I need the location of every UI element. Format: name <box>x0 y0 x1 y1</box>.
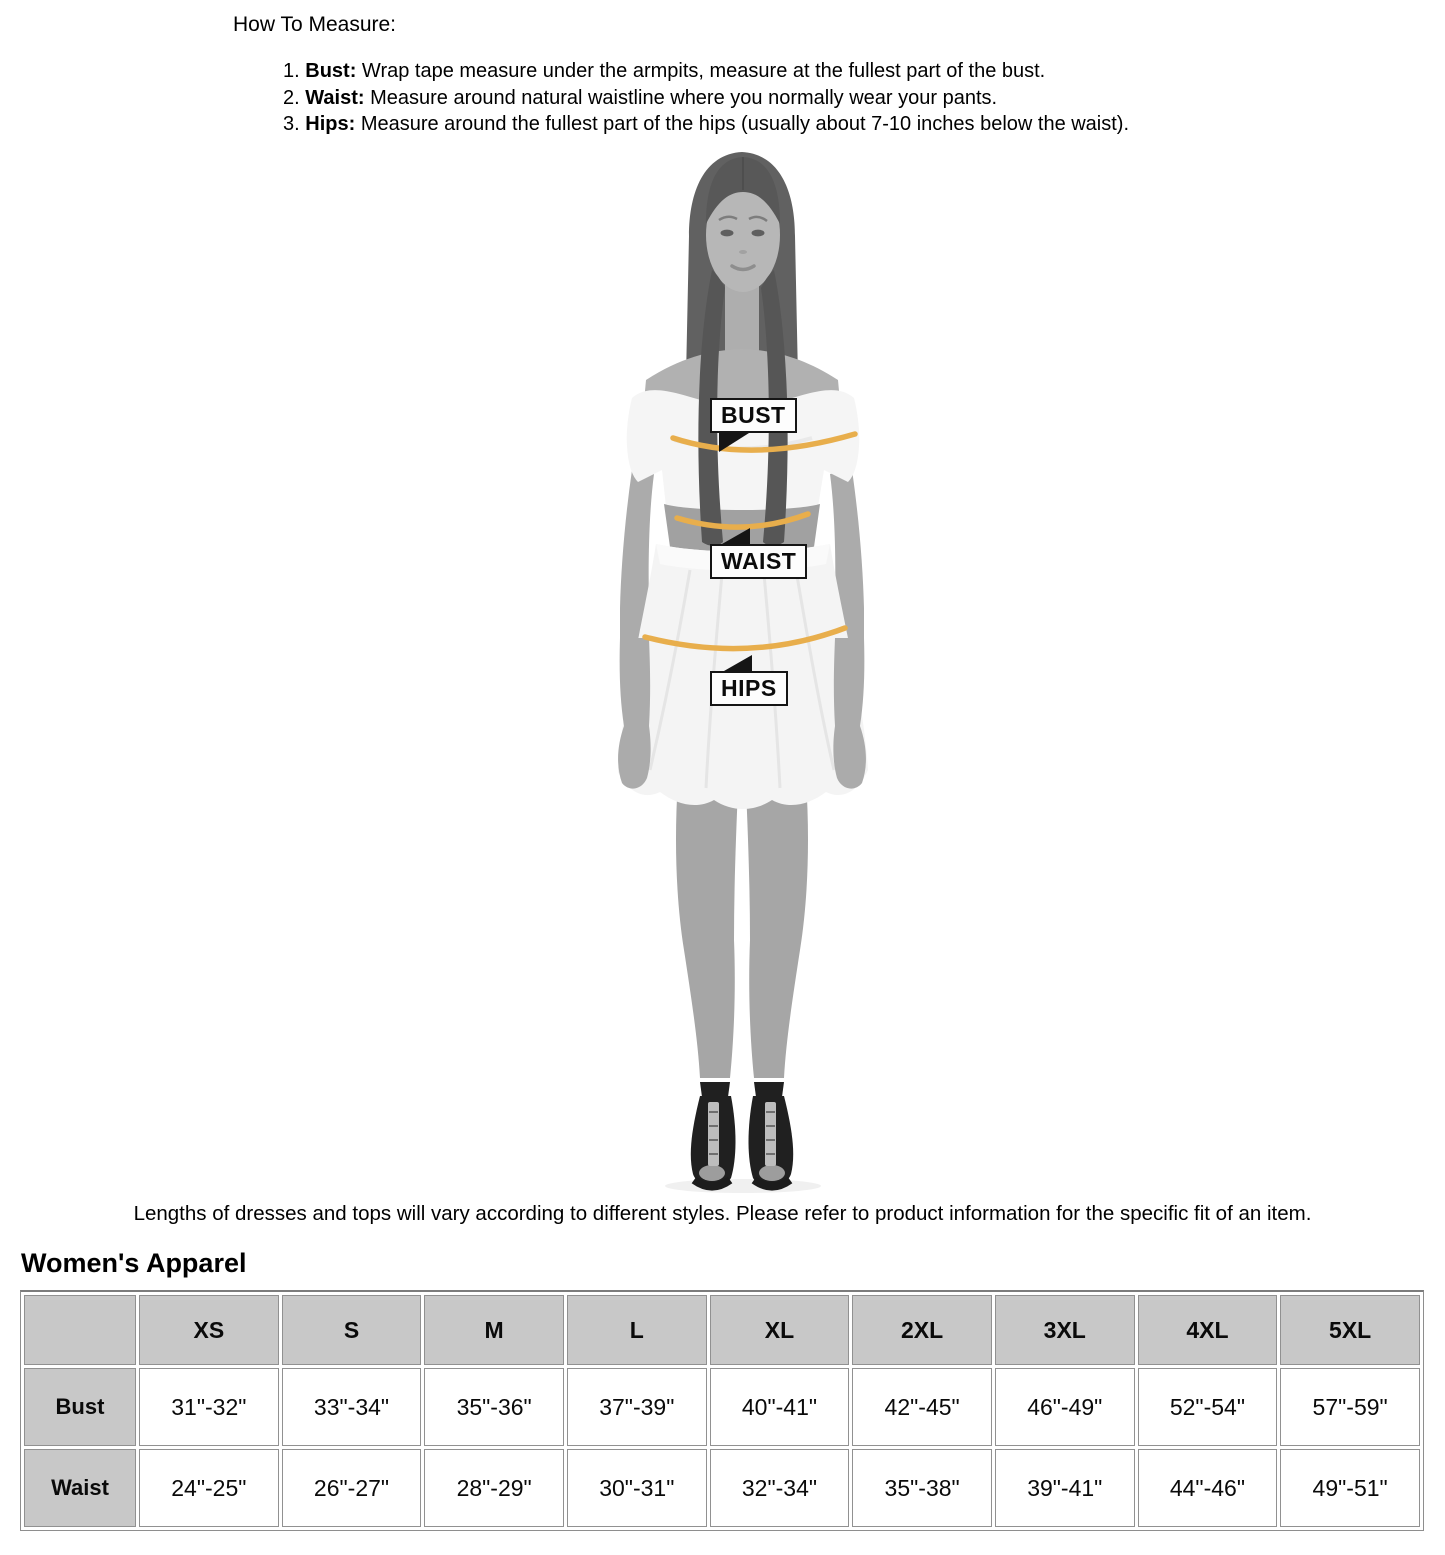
size-column-header: S <box>282 1295 422 1365</box>
instruction-number: 2. <box>283 86 300 109</box>
measurement-model-figure <box>562 140 922 1200</box>
size-cell: 52"-54" <box>1138 1368 1278 1446</box>
instruction-text: Measure around natural waistline where you normally wear your pants. <box>370 86 998 109</box>
corner-cell <box>24 1295 136 1365</box>
size-column-header: 4XL <box>1138 1295 1278 1365</box>
size-column-header: M <box>424 1295 564 1365</box>
size-cell: 44"-46" <box>1138 1449 1278 1527</box>
size-cell: 33"-34" <box>282 1368 422 1446</box>
measure-instructions-list <box>283 58 1129 138</box>
instruction-hips <box>283 111 1129 138</box>
row-header-bust: Bust <box>24 1368 136 1446</box>
size-cell: 37"-39" <box>567 1368 707 1446</box>
bust-row <box>24 1368 1420 1446</box>
size-cell: 26"-27" <box>282 1449 422 1527</box>
instruction-number: 3. <box>283 113 300 135</box>
size-cell: 31"-32" <box>139 1368 279 1446</box>
size-cell: 28"-29" <box>424 1449 564 1527</box>
waist-label: WAIST <box>710 544 807 579</box>
hips-label-pointer <box>724 655 752 671</box>
size-column-header: 5XL <box>1280 1295 1420 1365</box>
bust-label-pointer <box>719 433 749 452</box>
size-header-row <box>24 1295 1420 1365</box>
size-cell: 35"-36" <box>424 1368 564 1446</box>
instruction-term: Hips: <box>305 113 356 135</box>
size-column-header: 3XL <box>995 1295 1135 1365</box>
instruction-number: 1. <box>283 60 300 82</box>
size-column-header: L <box>567 1295 707 1365</box>
size-cell: 57"-59" <box>1280 1368 1420 1446</box>
instruction-bust <box>283 58 1129 85</box>
row-header-waist: Waist <box>24 1449 136 1527</box>
instruction-term: Bust: <box>305 60 357 82</box>
size-cell: 46"-49" <box>995 1368 1135 1446</box>
fit-note: Lengths of dresses and tops will vary according to different styles. Please refer to product information for the specific fit of an item. <box>133 1202 1312 1225</box>
size-cell: 32"-34" <box>710 1449 850 1527</box>
size-cell: 49"-51" <box>1280 1449 1420 1527</box>
waist-label-pointer <box>722 528 750 544</box>
size-column-header: XL <box>710 1295 850 1365</box>
bust-label: BUST <box>710 398 797 433</box>
waist-row <box>24 1449 1420 1527</box>
instruction-text: Wrap tape measure under the armpits, measure at the fullest part of the bust. <box>361 60 1046 82</box>
size-cell: 30"-31" <box>567 1449 707 1527</box>
size-cell: 42"-45" <box>852 1368 992 1446</box>
womens-apparel-title: Women's Apparel <box>21 1248 247 1278</box>
size-cell: 39"-41" <box>995 1449 1135 1527</box>
size-column-header: 2XL <box>852 1295 992 1365</box>
size-cell: 35"-38" <box>852 1449 992 1527</box>
size-chart-table <box>20 1290 1424 1531</box>
how-to-measure-title: How To Measure: <box>233 13 397 36</box>
instruction-text: Measure around the fullest part of the hips (usually about 7-10 inches below the waist). <box>360 113 1130 135</box>
size-cell: 40"-41" <box>710 1368 850 1446</box>
size-column-header: XS <box>139 1295 279 1365</box>
size-cell: 24"-25" <box>139 1449 279 1527</box>
hips-label: HIPS <box>710 671 788 706</box>
instruction-waist <box>283 85 1129 112</box>
instruction-term: Waist: <box>305 86 365 109</box>
